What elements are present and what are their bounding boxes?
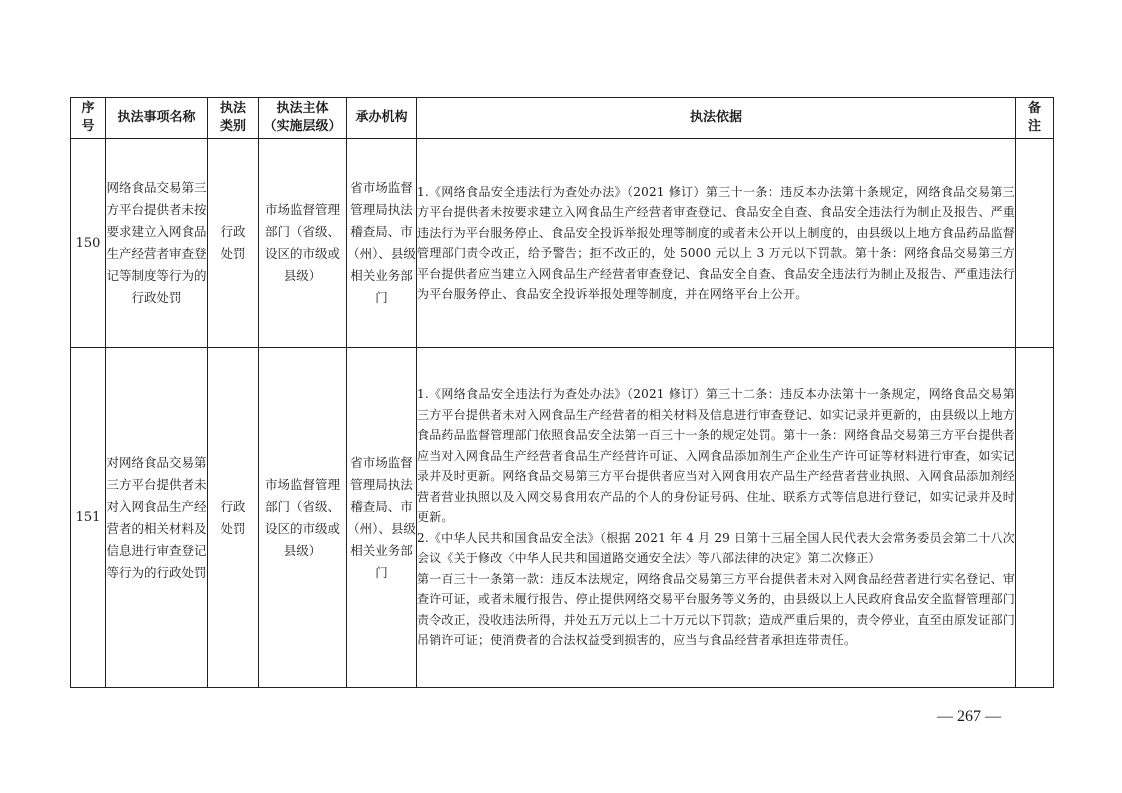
header-agency: 承办机构 — [347, 98, 417, 139]
header-subject-line1: 执法主体 — [276, 101, 329, 116]
header-subject-line2: （实施层级） — [263, 119, 342, 134]
row-agency: 省市场监督管理局执法稽查局、市（州）、县级相关业务部门 — [347, 139, 417, 348]
header-subject — [259, 98, 347, 139]
header-row — [71, 98, 1054, 139]
row-category: 行政处罚 — [208, 139, 259, 348]
table-row — [71, 139, 1054, 348]
row-subject: 市场监督管理部门（省级、设区的市级或县级） — [259, 348, 347, 688]
row-seq: 150 — [71, 139, 106, 348]
row-remark — [1016, 139, 1054, 348]
row-agency: 省市场监督管理局执法稽查局、市（州）、县级相关业务部门 — [347, 348, 417, 688]
header-remark: 备注 — [1016, 98, 1054, 139]
row-subject: 市场监督管理部门（省级、设区的市级或县级） — [259, 139, 347, 348]
row-name: 对网络食品交易第三方平台提供者未对入网食品生产经营者的相关材料及信息进行审查登记等行为的行政处罚 — [106, 348, 208, 688]
header-name: 执法事项名称 — [106, 98, 208, 139]
enforcement-table — [70, 97, 1054, 688]
row-basis — [417, 139, 1016, 348]
basis-paragraph: 1.《网络食品安全违法行为查处办法》（2021 修订）第三十二条：违反本办法第十一条规定，网络食品交易第三方平台提供者未对入网食品生产经营者的相关材料及信息进行审查登记、如实记录并更新的，由县级以上地方食品药品监督管理部门依照食品安全法第一百三十一条的规定处罚。第十一条：网络食品交易第三方平台提供者应当对入网食品生产经营者食品生产经营许可证、入网食品添加剂生产企业生产许可证等材料进行审查，如实记录并及时更新。网络食品交易第三方平台提供者应当对入网食用农产品生产经营者营业执照、入网食品添加剂经营者营业执照以及入网交易食用农产品的个人的身份证号码、住址、联系方式等信息进行登记，如实记录并及时更新。 — [417, 387, 1015, 525]
row-basis — [417, 348, 1016, 688]
basis-paragraph: 1.《网络食品安全违法行为查处办法》（2021 修订）第三十一条：违反本办法第十条规定，网络食品交易第三方平台提供者未按要求建立入网食品生产经营者审查登记、食品安全自查、食品安全违法行为制止及报告、严重违法行为平台服务停止、食品安全投诉举报处理等制度的或者未公开以上制度的，由县级以上地方食品药品监督管理部门责令改正，给予警告；拒不改正的，处 5000 元以上 3 万元以下罚款。第十条：网络食品交易第三方平台提供者应当建立入网食品生产经营者审查登记、食品安全自查、食品安全违法行为制止及报告、严重违法行为平台服务停止、食品安全投诉举报处理等制度，并在网络平台上公开。 — [417, 184, 1015, 301]
row-seq: 151 — [71, 348, 106, 688]
page-number: — 267 — — [937, 708, 1001, 725]
row-remark — [1016, 348, 1054, 688]
header-basis: 执法依据 — [417, 98, 1016, 139]
basis-paragraph: 第一百三十一条第一款：违反本法规定，网络食品交易第三方平台提供者未对入网食品经营者进行实名登记、审查许可证，或者未履行报告、停止提供网络交易平台服务等义务的，由县级以上人民政府食品安全监督管理部门责令改正，没收违法所得，并处五万元以上二十万元以下罚款；造成严重后果的，责令停业，直至由原发证部门吊销许可证；使消费者的合法权益受到损害的，应当与食品经营者承担连带责任。 — [417, 571, 1015, 648]
basis-paragraph: 2.《中华人民共和国食品安全法》（根据 2021 年 4 月 29 日第十三届全国人民代表大会常务委员会第二十八次会议《关于修改〈中华人民共和国道路交通安全法〉等八部法律的决定》第二次修正） — [417, 530, 1015, 566]
header-seq: 序号 — [71, 98, 106, 139]
header-category: 执法类别 — [208, 98, 259, 139]
table-row — [71, 348, 1054, 688]
row-category: 行政处罚 — [208, 348, 259, 688]
row-name: 网络食品交易第三方平台提供者未按要求建立入网食品生产经营者审查登记等制度等行为的行政处罚 — [106, 139, 208, 348]
